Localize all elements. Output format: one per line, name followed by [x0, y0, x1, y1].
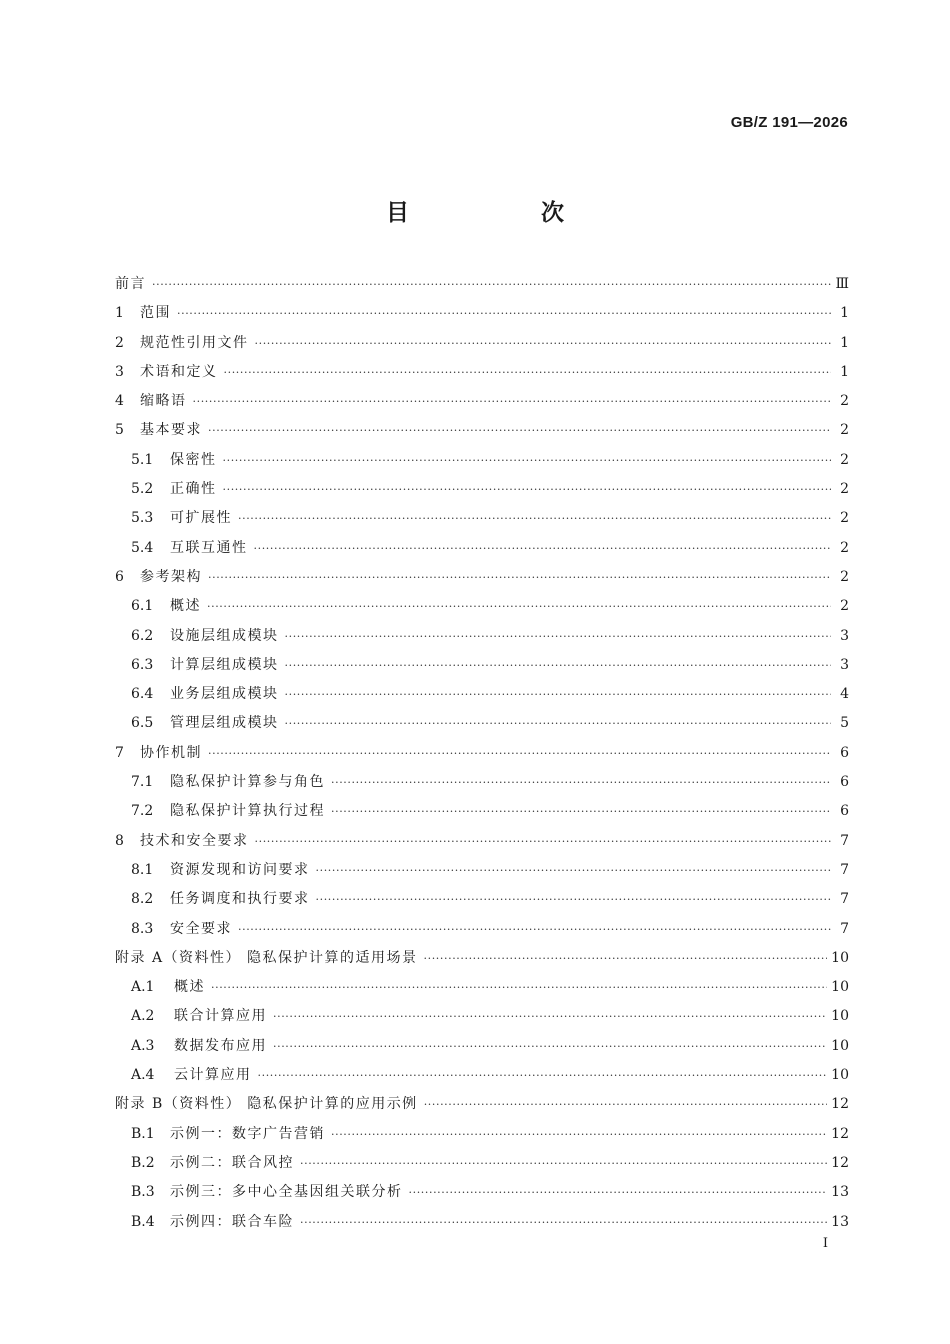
toc-entry-number: B.2 — [131, 1154, 155, 1171]
toc-entry[interactable] — [115, 563, 849, 592]
toc-entry[interactable] — [115, 416, 849, 445]
toc-entry[interactable] — [115, 651, 849, 680]
toc-entry-label: 术语和定义 — [140, 363, 218, 380]
toc-entry-label: 设施层组成模块 — [170, 627, 279, 644]
toc-entry[interactable] — [115, 944, 849, 973]
toc-entry-label: 数据发布应用 — [174, 1037, 267, 1054]
toc-entry[interactable] — [115, 299, 849, 328]
toc-entry-page: 2 — [840, 481, 849, 498]
toc-entry-page: 3 — [840, 627, 849, 644]
toc-dot-leader — [331, 797, 831, 826]
toc-dot-leader — [316, 885, 832, 914]
toc-entry-page: 10 — [831, 979, 849, 996]
toc-entry-page: 3 — [840, 656, 849, 673]
toc-dot-leader — [409, 1178, 828, 1207]
toc-entry-number: 8.1 — [131, 861, 154, 878]
toc-entry[interactable] — [115, 329, 849, 358]
toc-entry-page: 13 — [831, 1184, 849, 1201]
toc-entry[interactable] — [115, 973, 849, 1002]
toc-entry-label: 示例三：多中心全基因组关联分析 — [170, 1184, 403, 1201]
toc-entry[interactable] — [115, 915, 849, 944]
toc-entry-page: 2 — [840, 393, 849, 410]
toc-entry-number: B.3 — [131, 1184, 155, 1201]
toc-entry[interactable] — [115, 1178, 849, 1207]
toc-entry-page: 5 — [840, 715, 849, 732]
toc-entry[interactable] — [115, 797, 849, 826]
toc-entry[interactable] — [115, 270, 849, 299]
toc-entry-page: 1 — [840, 334, 849, 351]
page-number: I — [822, 1236, 828, 1251]
toc-entry-page: 7 — [840, 891, 849, 908]
toc-entry-number: 6.3 — [131, 656, 154, 673]
toc-dot-leader — [285, 709, 832, 738]
toc-entry-page: 12 — [831, 1125, 849, 1142]
toc-entry-label: 联合计算应用 — [174, 1008, 267, 1025]
toc-entry[interactable] — [115, 622, 849, 651]
toc-entry-number: 8 — [115, 832, 124, 849]
toc-entry[interactable] — [115, 1090, 849, 1119]
toc-entry-label: 正确性 — [170, 481, 217, 498]
toc-dot-leader — [331, 768, 831, 797]
toc-entry-page: 10 — [831, 1008, 849, 1025]
toc-dot-leader — [285, 651, 832, 680]
toc-entry-label: 概述 — [170, 598, 201, 615]
toc-entry-number: 5.2 — [131, 481, 154, 498]
toc-entry-label: 概述 — [174, 979, 205, 996]
toc-entry-label: 安全要求 — [170, 920, 232, 937]
toc-dot-leader — [152, 270, 831, 299]
toc-entry-label: 附录 A（资料性） 隐私保护计算的适用场景 — [115, 949, 418, 966]
toc-entry[interactable] — [115, 827, 849, 856]
toc-dot-leader — [208, 563, 831, 592]
toc-entry-page: 12 — [831, 1154, 849, 1171]
toc-entry-number: 6.2 — [131, 627, 154, 644]
toc-entry[interactable] — [115, 1032, 849, 1061]
toc-entry-number: 6.5 — [131, 715, 154, 732]
toc-entry-page: 2 — [840, 451, 849, 468]
toc-entry-number: 5 — [115, 422, 124, 439]
toc-entry-label: 互联互通性 — [170, 539, 248, 556]
toc-entry[interactable] — [115, 856, 849, 885]
toc-entry[interactable] — [115, 475, 849, 504]
toc-entry-number: 4 — [115, 393, 124, 410]
toc-entry-number: 7 — [115, 744, 124, 761]
toc-entry[interactable] — [115, 504, 849, 533]
toc-dot-leader — [255, 329, 832, 358]
toc-entry-number: 5.3 — [131, 510, 154, 527]
toc-entry[interactable] — [115, 592, 849, 621]
toc-entry-number: 6.4 — [131, 686, 154, 703]
toc-entry-label: 任务调度和执行要求 — [170, 891, 310, 908]
toc-entry-label: 缩略语 — [140, 393, 187, 410]
toc-entry[interactable] — [115, 1149, 849, 1178]
toc-entry-page: 6 — [840, 774, 849, 791]
toc-entry[interactable] — [115, 358, 849, 387]
toc-entry-label: 参考架构 — [140, 568, 202, 585]
toc-entry[interactable] — [115, 446, 849, 475]
toc-entry[interactable] — [115, 680, 849, 709]
page-title: 目 次 — [385, 200, 626, 226]
toc-entry-number: 6 — [115, 568, 124, 585]
toc-entry-number: 5.1 — [131, 451, 154, 468]
toc-entry-number: 7.1 — [131, 774, 154, 791]
toc-entry-number: 5.4 — [131, 539, 154, 556]
toc-entry-label: 技术和安全要求 — [140, 832, 249, 849]
toc-entry-label: 业务层组成模块 — [170, 686, 279, 703]
toc-entry-number: 8.3 — [131, 920, 154, 937]
toc-entry-number: A.1 — [131, 979, 155, 996]
toc-entry-label: 资源发现和访问要求 — [170, 861, 310, 878]
toc-entry-label: 管理层组成模块 — [170, 715, 279, 732]
toc-entry-number: 7.2 — [131, 803, 154, 820]
toc-entry-page: 1 — [840, 363, 849, 380]
toc-dot-leader — [238, 504, 831, 533]
toc-entry-page: 2 — [840, 598, 849, 615]
toc-entry-number: 6.1 — [131, 598, 154, 615]
standard-code: GB/Z 191—2026 — [730, 114, 848, 131]
toc-dot-leader — [285, 680, 832, 709]
toc-dot-leader — [211, 973, 827, 1002]
toc-entry-number: B.4 — [131, 1213, 155, 1230]
toc-entry-page: 10 — [831, 1067, 849, 1084]
toc-entry-page: 1 — [840, 305, 849, 322]
toc-entry[interactable] — [115, 709, 849, 738]
toc-entry[interactable] — [115, 739, 849, 768]
toc-dot-leader — [254, 534, 832, 563]
toc-entry-number: 3 — [115, 363, 124, 380]
toc-entry-label: 协作机制 — [140, 744, 202, 761]
toc-entry[interactable] — [115, 885, 849, 914]
toc-entry-label: 隐私保护计算参与角色 — [170, 774, 325, 791]
toc-dot-leader — [424, 944, 828, 973]
toc-entry-label: 范围 — [140, 305, 171, 322]
toc-entry-label: 前言 — [115, 276, 146, 292]
toc-dot-leader — [223, 446, 832, 475]
toc-entry[interactable] — [115, 1120, 849, 1149]
toc-entry-page: 7 — [840, 920, 849, 937]
toc-dot-leader — [208, 416, 831, 445]
toc-entry-label: 云计算应用 — [174, 1067, 252, 1084]
toc-entry-page: 10 — [831, 949, 849, 966]
table-of-contents — [115, 270, 849, 1237]
toc-dot-leader — [224, 358, 832, 387]
toc-entry[interactable] — [115, 768, 849, 797]
toc-dot-leader — [223, 475, 832, 504]
toc-dot-leader — [424, 1090, 827, 1119]
toc-dot-leader — [300, 1208, 827, 1237]
toc-dot-leader — [285, 622, 832, 651]
toc-entry-page: 7 — [840, 861, 849, 878]
toc-entry-page: Ⅲ — [835, 276, 849, 292]
toc-entry-page: 6 — [840, 744, 849, 761]
toc-entry-label: 规范性引用文件 — [140, 334, 249, 351]
toc-entry-number: A.2 — [131, 1008, 155, 1025]
toc-entry-label: 隐私保护计算执行过程 — [170, 803, 325, 820]
toc-dot-leader — [258, 1061, 828, 1090]
toc-dot-leader — [316, 856, 832, 885]
toc-dot-leader — [177, 299, 831, 328]
toc-entry-page: 6 — [840, 803, 849, 820]
toc-entry-label: 基本要求 — [140, 422, 202, 439]
toc-entry-number: 8.2 — [131, 891, 154, 908]
toc-dot-leader — [208, 739, 831, 768]
toc-dot-leader — [273, 1002, 827, 1031]
toc-entry-label: 可扩展性 — [170, 510, 232, 527]
toc-entry-page: 13 — [831, 1213, 849, 1230]
toc-entry-label: 保密性 — [170, 451, 217, 468]
toc-entry-number: 2 — [115, 334, 124, 351]
toc-dot-leader — [207, 592, 831, 621]
toc-entry[interactable] — [115, 1208, 849, 1237]
toc-entry-page: 12 — [831, 1096, 849, 1113]
toc-dot-leader — [300, 1149, 827, 1178]
toc-entry[interactable] — [115, 1002, 849, 1031]
toc-entry-label: 示例二：联合风控 — [170, 1154, 294, 1171]
toc-dot-leader — [255, 827, 832, 856]
toc-entry-label: 附录 B（资料性） 隐私保护计算的应用示例 — [115, 1096, 418, 1113]
toc-entry[interactable] — [115, 1061, 849, 1090]
toc-entry-number: A.4 — [131, 1067, 155, 1084]
toc-dot-leader — [193, 387, 832, 416]
toc-entry-page: 2 — [840, 510, 849, 527]
toc-entry-page: 2 — [840, 539, 849, 556]
toc-entry-label: 示例四：联合车险 — [170, 1213, 294, 1230]
toc-entry-page: 2 — [840, 568, 849, 585]
toc-dot-leader — [238, 915, 831, 944]
toc-entry-page: 10 — [831, 1037, 849, 1054]
toc-entry-number: 1 — [115, 305, 124, 322]
toc-entry-page: 4 — [840, 686, 849, 703]
toc-dot-leader — [331, 1120, 827, 1149]
toc-dot-leader — [273, 1032, 827, 1061]
toc-entry-label: 示例一：数字广告营销 — [170, 1125, 325, 1142]
toc-entry-page: 2 — [840, 422, 849, 439]
toc-entry-page: 7 — [840, 832, 849, 849]
toc-entry-number: A.3 — [131, 1037, 155, 1054]
toc-entry[interactable] — [115, 387, 849, 416]
toc-entry-number: B.1 — [131, 1125, 155, 1142]
toc-entry[interactable] — [115, 534, 849, 563]
toc-entry-label: 计算层组成模块 — [170, 656, 279, 673]
